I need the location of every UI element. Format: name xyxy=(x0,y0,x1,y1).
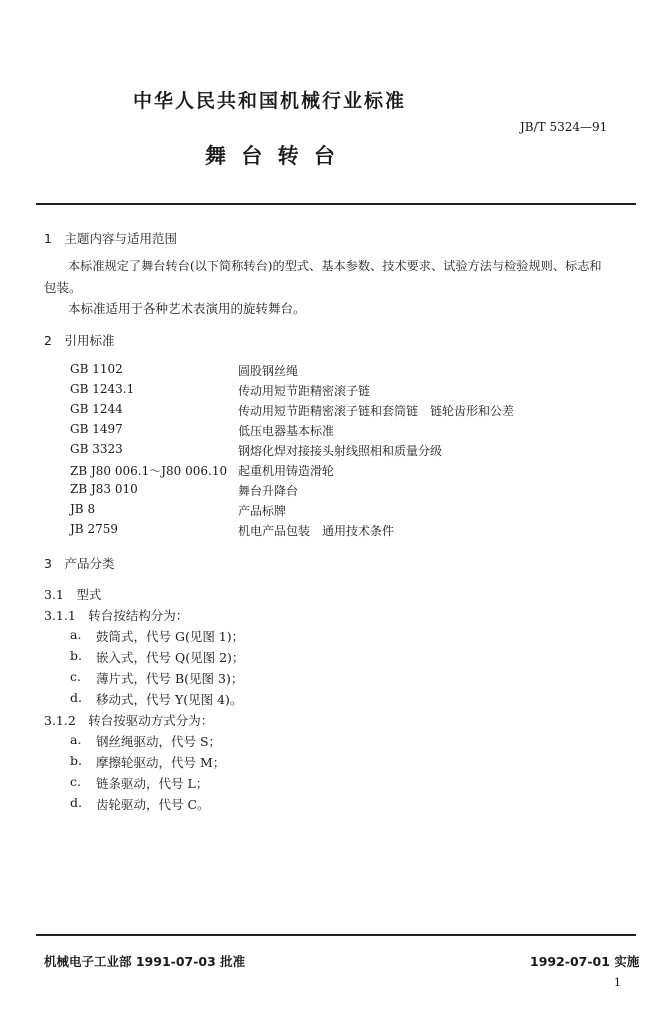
ref-name: 产品标牌 xyxy=(238,504,287,518)
list-item-text: 移动式，代号 Y(见图 4)。 xyxy=(96,692,243,707)
ref-code: GB 3323 xyxy=(70,442,123,456)
ref-code: GB 1497 xyxy=(70,422,123,436)
ref-name: 低压电器基本标准 xyxy=(238,424,335,438)
list-item-text: 鼓筒式，代号 G(见图 1)； xyxy=(96,629,245,644)
section-1-paragraph-1-line-1: 本标准规定了舞台转台(以下简称转台)的型式、基本参数、技术要求、试验方法与检验规则、标志和 xyxy=(68,259,602,273)
approval-line: 机械电子工业部 1991-07-03 批准 xyxy=(44,954,246,969)
implementation-line: 1992-07-01 实施 xyxy=(530,954,640,969)
list-item-mark: b. xyxy=(70,648,82,663)
ref-name: 舞台升降台 xyxy=(238,484,299,498)
ref-code: JB 2759 xyxy=(70,522,118,536)
section-3-heading: 3 产品分类 xyxy=(44,556,115,571)
list-item-text: 齿轮驱动，代号 C。 xyxy=(96,797,210,812)
ref-code: GB 1243.1 xyxy=(70,382,135,396)
ref-code: GB 1244 xyxy=(70,402,123,416)
section-2-heading: 2 引用标准 xyxy=(44,333,115,348)
list-item-mark: d. xyxy=(70,690,82,705)
ref-code: JB 8 xyxy=(70,502,96,516)
subsection-3-1-1: 3.1.1 转台按结构分为： xyxy=(44,608,189,623)
ref-name: 圆股钢丝绳 xyxy=(238,364,299,378)
list-item-text: 嵌入式，代号 Q(见图 2)； xyxy=(96,650,245,665)
ref-code: GB 1102 xyxy=(70,362,123,376)
ref-name: 传动用短节距精密滚子链 xyxy=(238,384,371,398)
section-1-heading: 1 主题内容与适用范围 xyxy=(44,231,177,246)
document-title: 舞 台 转 台 xyxy=(205,144,339,168)
list-item-mark: a. xyxy=(70,627,82,642)
section-1-paragraph-2: 本标准适用于各种艺术表演用的旋转舞台。 xyxy=(68,301,306,316)
list-item-mark: d. xyxy=(70,795,82,810)
list-item-text: 摩擦轮驱动，代号 M； xyxy=(96,755,226,770)
org-title: 中华人民共和国机械行业标准 xyxy=(133,90,407,112)
section-1-paragraph-1-line-2: 包装。 xyxy=(44,280,82,295)
list-item-text: 链条驱动，代号 L； xyxy=(96,776,209,791)
list-item-mark: c. xyxy=(70,774,81,789)
ref-name: 传动用短节距精密滚子链和套筒链 链轮齿形和公差 xyxy=(238,404,515,418)
subsection-3-1: 3.1 型式 xyxy=(44,587,102,602)
ref-name: 机电产品包装 通用技术条件 xyxy=(238,524,395,538)
ref-name: 起重机用铸造滑轮 xyxy=(238,464,335,478)
ref-name: 钢熔化焊对接接头射线照相和质量分级 xyxy=(238,444,443,458)
page-number: 1 xyxy=(614,976,621,989)
list-item-mark: a. xyxy=(70,732,82,747)
list-item-text: 钢丝绳驱动，代号 S； xyxy=(96,734,222,749)
ref-code: ZB J83 010 xyxy=(70,482,138,496)
standard-number: JB/T 5324—91 xyxy=(520,120,608,134)
list-item-text: 薄片式，代号 B(见图 3)； xyxy=(96,671,244,686)
header-rule xyxy=(36,203,636,205)
ref-code: ZB J80 006.1～J80 006.10 xyxy=(70,464,228,478)
list-item-mark: c. xyxy=(70,669,81,684)
footer-rule xyxy=(36,934,636,936)
list-item-mark: b. xyxy=(70,753,82,768)
subsection-3-1-2: 3.1.2 转台按驱动方式分为： xyxy=(44,713,214,728)
